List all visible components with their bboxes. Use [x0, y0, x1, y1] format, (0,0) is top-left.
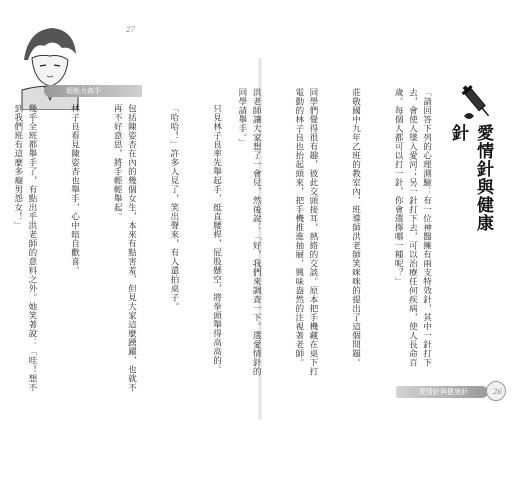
right-page	[236, 58, 506, 420]
paragraph: 莊敬國中九年乙班的教室內，班導師洪老師笑咪咪的提出了這個問題。	[350, 88, 361, 367]
paragraph: 只見林子良率先舉起手，挺直腰桿，屁股懸空，將拳頭舉得高高的。	[211, 104, 222, 374]
running-title: 超能力高手	[66, 87, 101, 95]
paragraph: 「請回答下列的心理測驗：有一位神醫擁有兩支特效針，其中一針打下去，會使人墜入愛河；另一針打下去，可以治療任何疾病，使人長命百歲。每個人都可以打一針，你會選擇哪一種呢？」	[393, 88, 432, 367]
running-footer	[396, 386, 488, 398]
paragraph: 林子良看見陳姿杏也舉手，心中暗自歡喜。	[69, 104, 80, 275]
paragraph: 洪老師讓大家想了一會兒，然後說：「好，我們來調查一下。選愛情針的同學請舉手。」	[236, 88, 262, 376]
paragraph: 包括陳姿杏在內的幾個女生，本來有點害羞，但見大家這麼踴躍，也就不再不好意思，將手輕輕舉起。	[112, 104, 137, 392]
page-number: 26	[493, 388, 502, 396]
chapter-title: 愛情針與健康針	[448, 124, 493, 232]
paragraph: 同學們覺得很有趣，彼此交頭接耳，熱絡的交談。原本把手機藏在桌下打電動的林子良也抬起頭來，把手機推進抽屜，興味盎然的注視著老師。	[293, 88, 318, 376]
running-header	[44, 85, 142, 97]
running-title: 愛情針與健康針	[419, 388, 468, 396]
right-page-body	[236, 88, 462, 378]
paragraph: 「哈哈！」許多人見了，笑出聲來，有人還拍桌子。	[168, 104, 179, 311]
page-number: 27	[126, 26, 135, 34]
paragraph: 幾乎全班都舉手了，有點出乎洪老師的意料之外。她笑著說：「哇！想不到我們班有這麼多癡男怨女！」	[12, 104, 37, 392]
book-spread	[12, 26, 506, 420]
syringe-icon	[460, 82, 494, 122]
